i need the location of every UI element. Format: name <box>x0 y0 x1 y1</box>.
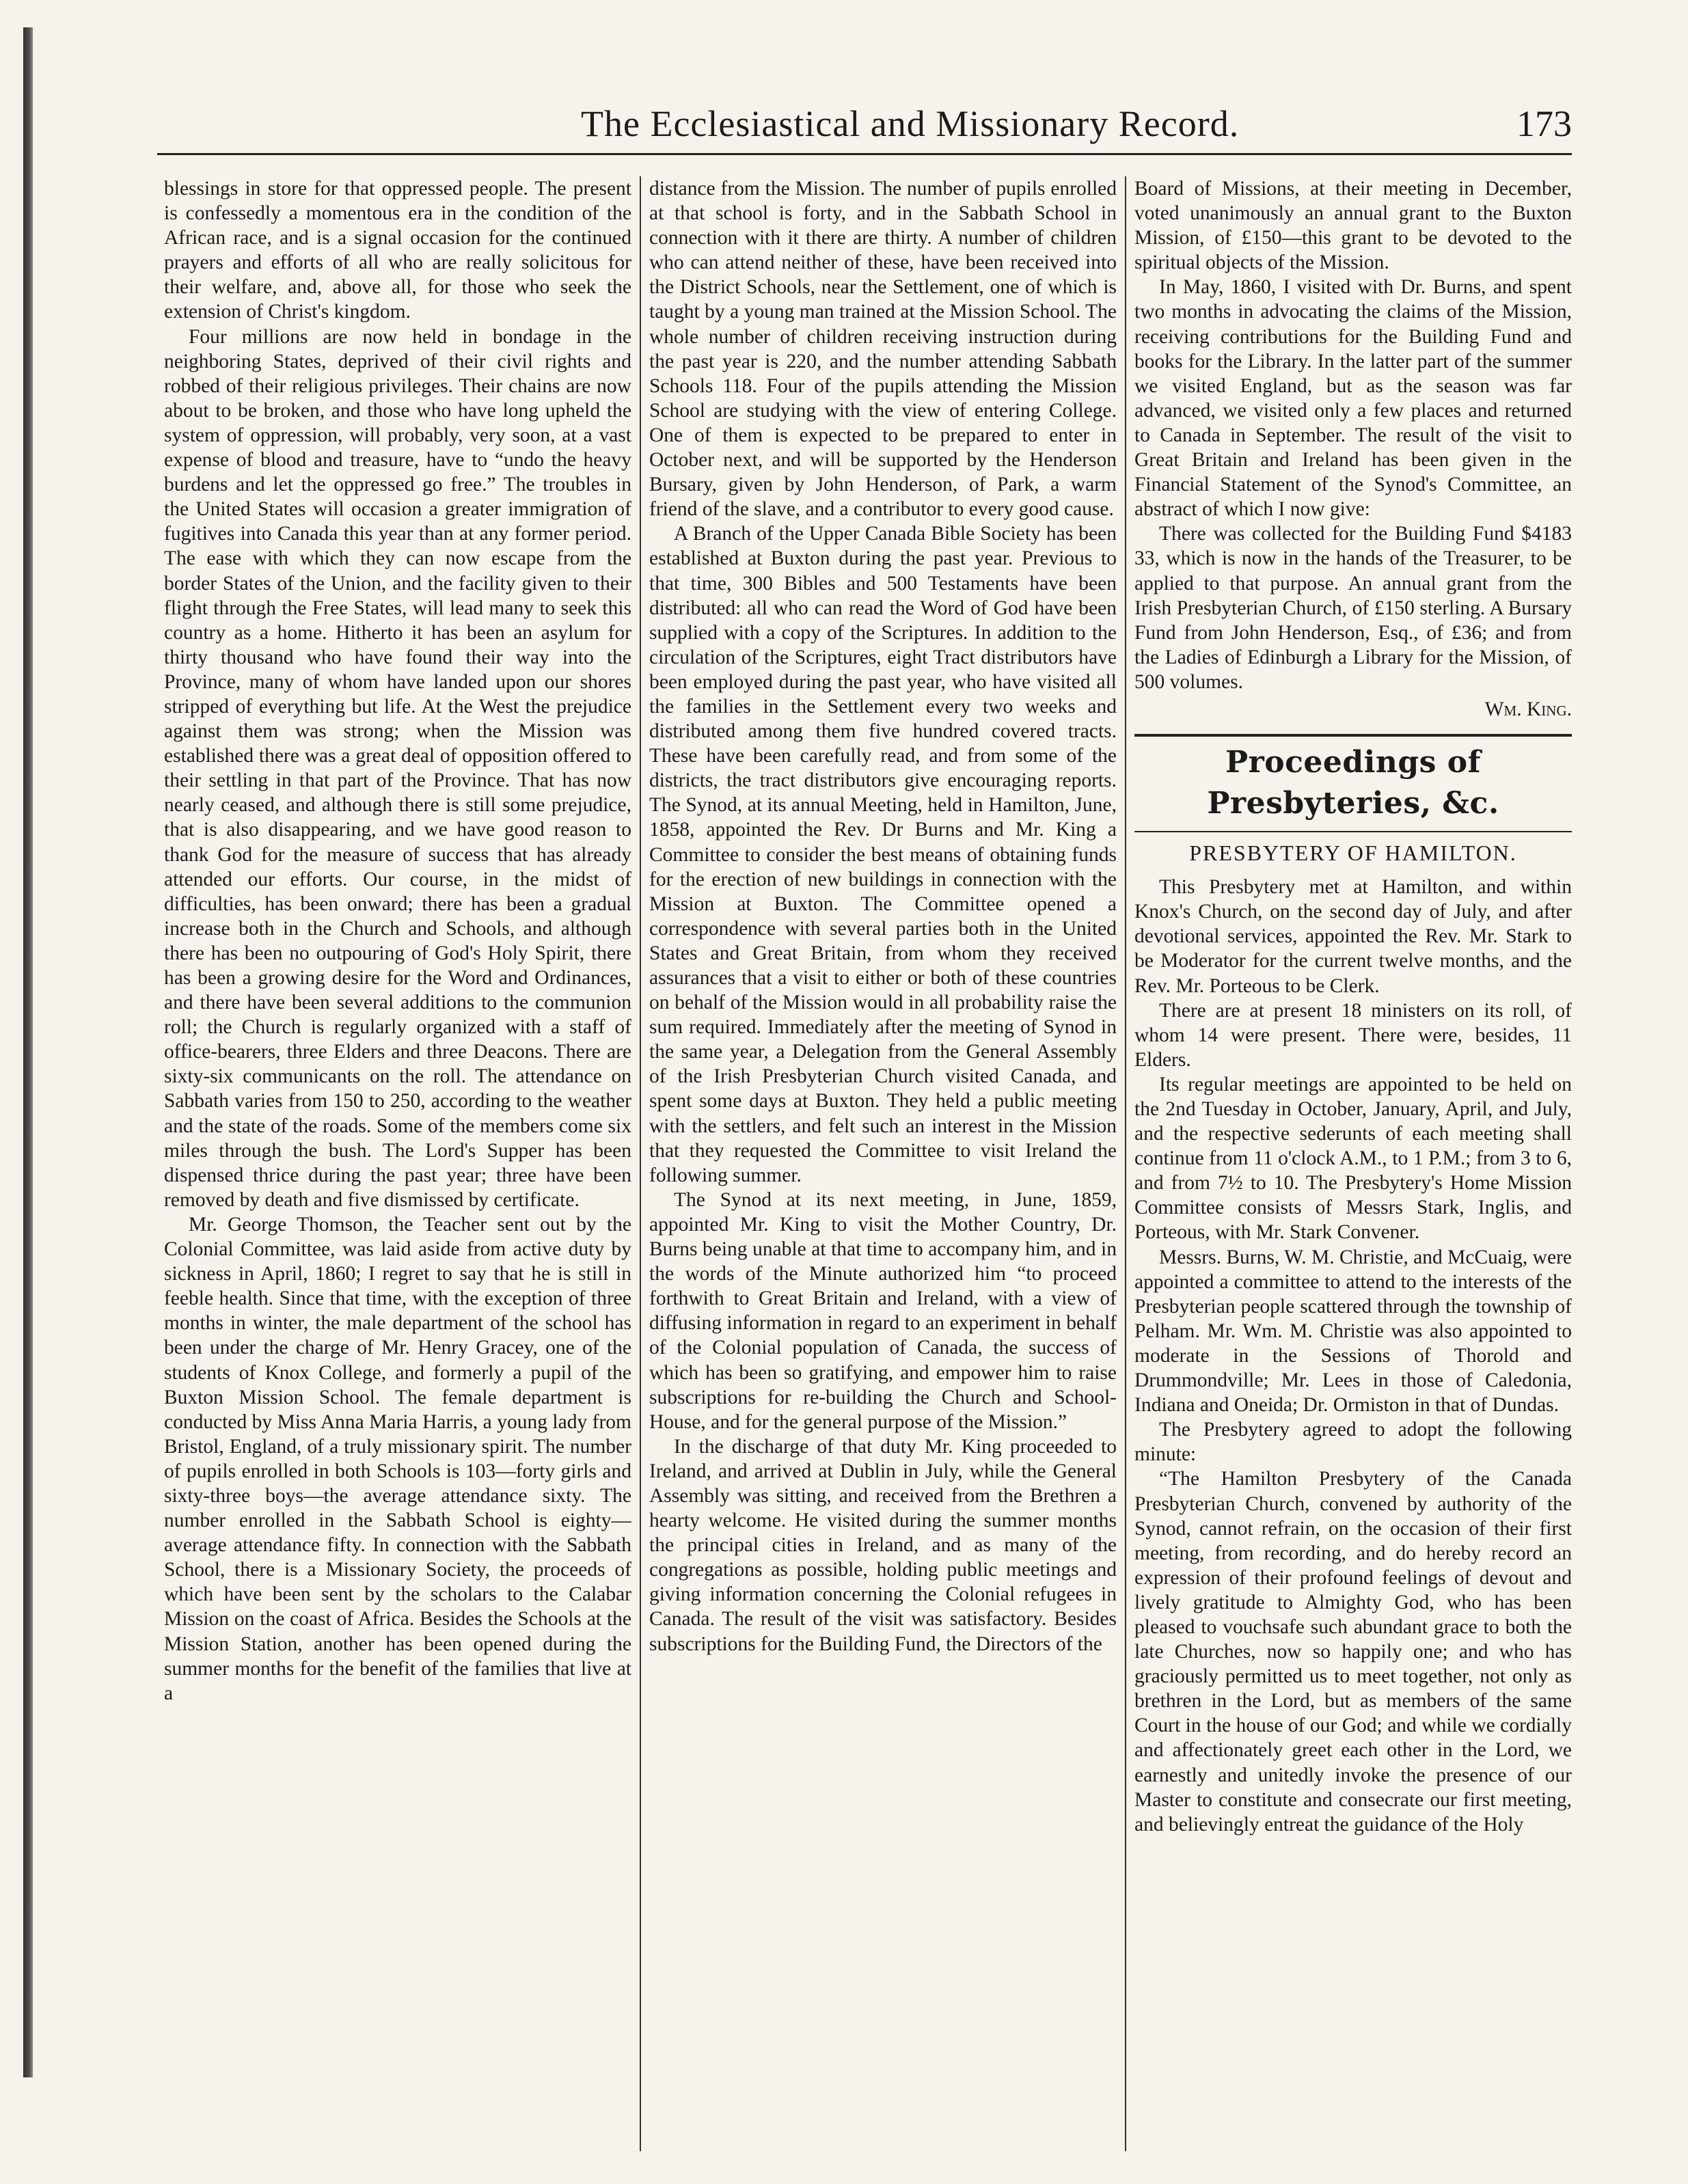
paragraph: Four millions are now held in bondage in the neighboring States, deprived of their civil rights and robbed of their religious privileges. Their chains are now about to be broken, and those who have long upheld the system of oppression, will probably, very soon, at a vast expense of blood and treasure, have to “undo the heavy burdens and let the oppressed go free.” The troubles in the United States will occasion a greater immigration of fugitives into Canada this year than at any former period. The ease with which they can now escape from the border States of the Union, and the facility given to their flight through the Free States, will lead many to seek this country as a home. Hitherto it has been an asylum for thirty thousand who have found their way into the Province, many of whom have landed upon our shores stripped of everything but life. At the West the prejudice against them was strong; when the Mission was established there was a great deal of opposition offered to their settling in that part of the Province. That has now nearly ceased, and although there is still some prejudice, that is also disappearing, and we have good reason to thank God for the measure of success that has already attended our efforts. Our course, in the midst of difficulties, has been onward; there has been a gradual increase both in the Church and Schools, and although there has been no outpouring of God's Holy Spirit, there has been a growing desire for the Word and Ordinances, and there have been several additions to the communion roll; the Church is regularly organized with a staff of office-bearers, three Elders and three Deacons. There are sixty-six communicants on the roll. The attendance on Sabbath varies from 150 to 250, according to the weather and the state of the roads. Some of the members come six miles through the bush. The Lord's Supper has been dispensed thrice during the past year; three have been removed by death and five dismissed by certificate. <box>164 325 631 1211</box>
paragraph: In the discharge of that duty Mr. King proceeded to Ireland, and arrived at Dublin in July, while the General Assembly was sitting, and received from the Brethren a hearty welcome. He visited during the summer months the principal cities in Ireland, and as many of the congregations as possible, holding public meetings and giving information concerning the Colonial refugees in Canada. The result of the visit was satisfactory. Besides subscriptions for the Building Fund, the Directors of the <box>649 1435 1117 1655</box>
paragraph: distance from the Mission. The number of pupils enrolled at that school is forty, and in the Sabbath School in connection with it there are thirty. A number of children who can attend neither of these, have been received into the District Schools, near the Settlement, one of which is taught by a young man trained at the Mission School. The whole number of children receiving instruction during the past year is 220, and the number attending Sabbath Schools 118. Four of the pupils attending the Mission School are studying with the view of entering College. One of them is expected to be prepared to enter in October next, and will be supported by the Henderson Bursary, given by John Henderson, of Park, a warm friend of the slave, and a contributor to every good cause. <box>649 178 1117 521</box>
paragraph: There was collected for the Building Fund $4183 33, which is now in the hands of the Treasurer, to be applied to that purpose. An annual grant from the Irish Presbyterian Church, of £150 sterling. A Bursary Fund from John Henderson, Esq., of £36; and from the Ladies of Edinburgh a Library for the Mission, of 500 volumes. <box>1134 523 1572 693</box>
page-header <box>157 103 1572 157</box>
paragraph: Messrs. Burns, W. M. Christie, and McCuaig, were appointed a committee to attend to the interests of the Presbyterian people scattered through the township of Pelham. Mr. Wm. M. Christie was also appointed to moderate in the Sessions of Thorold and Drummondville; Mr. Lees in those of Caledonia, Indiana and Oneida; Dr. Ormiston in that of Dundas. <box>1134 1246 1572 1417</box>
column-divider <box>1125 176 1126 2151</box>
page-number: 173 <box>1516 103 1572 144</box>
paragraph: A Branch of the Upper Canada Bible Society has been established at Buxton during the past year. Previous to that time, 300 Bibles and 500 Testaments have been distributed: all who can read the Word of God have been supplied with a copy of the Scriptures. In addition to the circulation of the Scriptures, eight Tract distributors have been employed during the past year, who have visited all the families in the Settlement every two weeks and distributed among them five hundred covered tracts. These have been carefully read, and from some of the districts, the tract distributors give encouraging reports. The Synod, at its annual Meeting, held in Hamilton, June, 1858, appointed the Rev. Dr Burns and Mr. King a Committee to consider the best means of obtaining funds for the erection of new buildings in connection with the Mission at Buxton. The Committee opened a correspondence with several parties both in the United States and Great Britain, from whom they received assurances that a visit to either or both of these countries on behalf of the Mission would in all probability raise the sum required. Immediately after the meeting of Synod in the same year, a Delegation from the General Assembly of the Irish Presbyterian Church visited Canada, and spent some days at Buxton. They held a public meeting with the settlers, and felt such an interest in the Mission that they requested the Committee to visit Ireland the following summer. <box>649 523 1117 1186</box>
paragraph: “The Hamilton Presbytery of the Canada Presbyterian Church, convened by authority of the Synod, cannot refrain, on the occasion of their first meeting, from recording, and do hereby record an expression of their profound feelings of devout and lively gratitude to Almighty God, who has been pleased to vouchsafe such abundant grace to both the late Churches, now so happily one; and who has graciously permitted us to meet together, not only as brethren in the Lord, but as members of the same Court in the house of our God; and while we cordially and affectionately greet each other in the Lord, we earnestly and unitedly invoke the presence of our Master to constitute and consecrate our first meeting, and believingly entreat the guidance of the Holy <box>1134 1468 1572 1835</box>
running-title: The Ecclesiastical and Missionary Record. <box>581 103 1240 144</box>
section-title: Proceedings of Presbyteries, &c. <box>1207 745 1499 821</box>
header-rule <box>157 153 1572 155</box>
paragraph: There are at present 18 ministers on its roll, of whom 14 were present. There were, besides, 11 Elders. <box>1134 999 1572 1071</box>
binding-edge <box>23 27 33 2077</box>
section-rule <box>1134 734 1572 737</box>
subsection-title: PRESBYTERY OF HAMILTON. <box>1189 841 1517 866</box>
section-rule <box>1134 831 1572 832</box>
paragraph: This Presbytery met at Hamilton, and within Knox's Church, on the second day of July, and after devotional services, appointed the Rev. Mr. Stark to be Moderator for the current twelve months, and the Rev. Mr. Porteous to be Clerk. <box>1134 876 1572 997</box>
paragraph: The Presbytery agreed to adopt the following minute: <box>1134 1419 1572 1466</box>
paragraph: Mr. George Thomson, the Teacher sent out by the Colonial Committee, was laid aside from active duty by sickness in April, 1860; I regret to say that he is still in feeble health. Since that time, with the exception of three months in winter, the male department of the school has been under the charge of Mr. Henry Gracey, one of the students of Knox College, and formerly a pupil of the Buxton Mission School. The female department is conducted by Miss Anna Maria Harris, a young lady from Bristol, England, of a truly missionary spirit. The number of pupils enrolled in both Schools is 103—forty girls and sixty-three boys—the average attendance sixty. The number enrolled in the Sabbath School is eighty—average attendance fifty. In connection with the Sabbath School, there is a Missionary Society, the proceeds of which have been sent by the scholars to the Calabar Mission on the coast of Africa. Besides the Schools at the Mission Station, another has been opened during the summer months for the benefit of the families that live at a <box>164 1213 631 1704</box>
column-3 <box>1134 176 1572 2151</box>
column-2 <box>649 176 1117 2151</box>
paragraph: Its regular meetings are appointed to be held on the 2nd Tuesday in October, January, April, and July, and the respective sederunts of each meeting shall continue from 11 o'clock A.M., to 1 P.M.; from 3 to 6, and from 7½ to 10. The Presbytery's Home Mission Committee consists of Messrs Stark, Inglis, and Porteous, with Mr. Stark Convener. <box>1134 1073 1572 1244</box>
paragraph: The Synod at its next meeting, in June, 1859, appointed Mr. King to visit the Mother Country, Dr. Burns being unable at that time to accompany him, and in the words of the Minute authorized him “to proceed forthwith to Great Britain and Ireland, with a view of diffusing information in regard to an experiment in behalf of the Colonial population of Canada, the success of which has been so gratifying, and empower him to raise subscriptions for re-building the Church and School-House, and for the general purpose of the Mission.” <box>649 1188 1117 1433</box>
paragraph: In May, 1860, I visited with Dr. Burns, and spent two months in advocating the claims of the Mission, receiving contributions for the Building Fund and books for the Library. In the latter part of the summer we visited England, but as the season was far advanced, we visited only a few places and returned to Canada in September. The result of the visit to Great Britain and Ireland has been given in the Financial Statement of the Synod's Committee, an abstract of which I now give: <box>1134 276 1572 521</box>
column-1 <box>164 176 631 2151</box>
paragraph: blessings in store for that oppressed people. The present is confessedly a momentous era in the condition of the African race, and is a signal occasion for the continued prayers and efforts of all who are really solicitous for their welfare, and, above all, for those who seek the extension of Christ's kingdom. <box>164 178 631 323</box>
paragraph: Board of Missions, at their meeting in December, voted unanimously an annual grant to the Buxton Mission, of £150—this grant to be devoted to the spiritual objects of the Mission. <box>1134 178 1572 274</box>
column-divider <box>640 176 641 2151</box>
signature: Wm. King. <box>1484 698 1572 720</box>
